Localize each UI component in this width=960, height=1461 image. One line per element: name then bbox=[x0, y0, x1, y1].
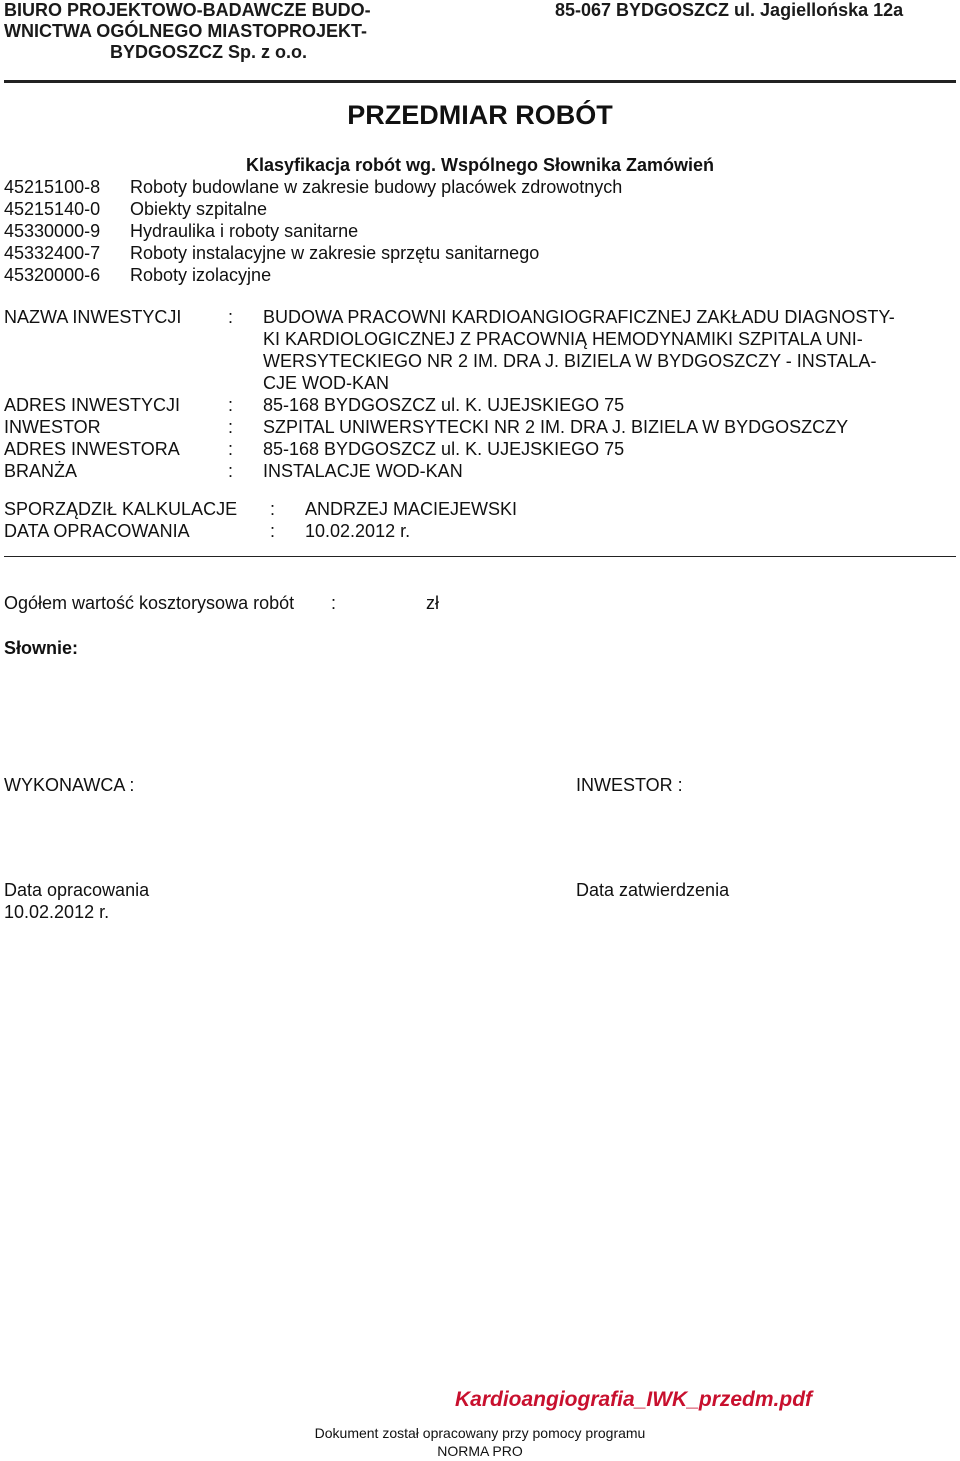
field-label: BRANŻA bbox=[4, 461, 78, 481]
company-address: 85-067 BYDGOSZCZ ul. Jagiellońska 12a bbox=[555, 0, 904, 20]
field-label: ADRES INWESTYCJI bbox=[4, 395, 181, 415]
investor-label: INWESTOR : bbox=[576, 775, 683, 795]
colon: : bbox=[270, 521, 276, 541]
field-value: INSTALACJE WOD-KAN bbox=[263, 461, 463, 481]
colon: : bbox=[270, 499, 276, 519]
investment-name-line: BUDOWA PRACOWNI KARDIOANGIOGRAFICZNEJ ZAKŁADU DIAGNOSTY- bbox=[263, 307, 895, 327]
colon: : bbox=[228, 461, 234, 481]
company-line-3: BYDGOSZCZ Sp. z o.o. bbox=[110, 42, 307, 62]
cpv-description: Obiekty szpitalne bbox=[130, 199, 268, 219]
section-rule bbox=[4, 556, 956, 557]
footer-filename: Kardioangiografia_IWK_przedm.pdf bbox=[455, 1388, 813, 1411]
approval-date-label: Data zatwierdzenia bbox=[576, 880, 730, 900]
cpv-description: Roboty instalacyjne w zakresie sprzętu sanitarnego bbox=[130, 243, 540, 263]
author-value: ANDRZEJ MACIEJEWSKI bbox=[305, 499, 518, 519]
company-line-2: WNICTWA OGÓLNEGO MIASTOPROJEKT- bbox=[4, 21, 368, 41]
field-value: 85-168 BYDGOSZCZ ul. K. UJEJSKIEGO 75 bbox=[263, 439, 625, 459]
cpv-description: Hydraulika i roboty sanitarne bbox=[130, 221, 359, 241]
date-label: DATA OPRACOWANIA bbox=[4, 521, 190, 541]
prep-date-label: Data opracowania bbox=[4, 880, 150, 900]
total-label: Ogółem wartość kosztorysowa robót bbox=[4, 593, 295, 613]
classification-heading: Klasyfikacja robót wg. Wspólnego Słownika Zamówień bbox=[245, 155, 715, 175]
footer-note bbox=[0, 1424, 960, 1460]
cpv-description: Roboty izolacyjne bbox=[130, 265, 272, 285]
company-line-1: BIURO PROJEKTOWO-BADAWCZE BUDO- bbox=[4, 0, 371, 20]
words-label: Słownie: bbox=[4, 638, 79, 658]
field-value: 85-168 BYDGOSZCZ ul. K. UJEJSKIEGO 75 bbox=[263, 395, 625, 415]
cpv-description: Roboty budowlane w zakresie budowy placówek zdrowotnych bbox=[130, 177, 623, 197]
cpv-code: 45332400-7 bbox=[4, 243, 101, 263]
prep-date-value: 10.02.2012 r. bbox=[4, 902, 110, 922]
footer-note-line: NORMA PRO bbox=[437, 1443, 523, 1459]
currency: zł bbox=[426, 593, 439, 613]
investment-name-value bbox=[263, 306, 895, 394]
colon: : bbox=[331, 593, 337, 613]
cpv-code: 45330000-9 bbox=[4, 221, 101, 241]
colon: : bbox=[228, 439, 234, 459]
investment-name-line: CJE WOD-KAN bbox=[263, 373, 389, 393]
header-rule bbox=[4, 80, 956, 83]
contractor-label: WYKONAWCA : bbox=[4, 775, 135, 795]
investment-name-label: NAZWA INWESTYCJI bbox=[4, 307, 182, 327]
author-label: SPORZĄDZIŁ KALKULACJE bbox=[4, 499, 238, 519]
colon: : bbox=[228, 395, 234, 415]
field-label: INWESTOR bbox=[4, 417, 101, 437]
field-value: SZPITAL UNIWERSYTECKI NR 2 IM. DRA J. BIZIELA W BYDGOSZCZY bbox=[263, 417, 849, 437]
investment-name-line: WERSYTECKIEGO NR 2 IM. DRA J. BIZIELA W BYDGOSZCZY - INSTALA- bbox=[263, 351, 877, 371]
company-name bbox=[4, 0, 371, 63]
investment-name-line: KI KARDIOLOGICZNEJ Z PRACOWNIĄ HEMODYNAMIKI SZPITALA UNI- bbox=[263, 329, 863, 349]
cpv-code: 45215140-0 bbox=[4, 199, 101, 219]
colon: : bbox=[228, 307, 234, 327]
footer-note-line: Dokument został opracowany przy pomocy programu bbox=[314, 1425, 646, 1441]
colon: : bbox=[228, 417, 234, 437]
page-title: PRZEDMIAR ROBÓT bbox=[347, 100, 613, 130]
field-label: ADRES INWESTORA bbox=[4, 439, 180, 459]
cpv-code: 45320000-6 bbox=[4, 265, 101, 285]
cpv-code: 45215100-8 bbox=[4, 177, 101, 197]
date-value: 10.02.2012 r. bbox=[305, 521, 411, 541]
